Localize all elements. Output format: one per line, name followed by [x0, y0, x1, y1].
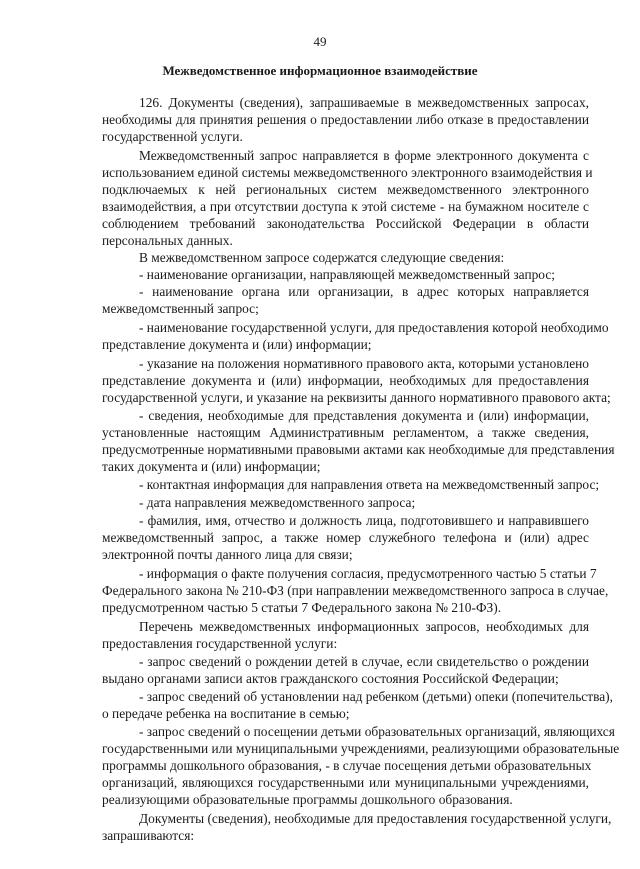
text-line: представление документа и (или) информации;	[102, 337, 372, 352]
text-line: - наименование органа или организации, в адрес которых направляется	[139, 284, 589, 299]
text-line: - наименование организации, направляющей межведомственный запрос;	[139, 267, 555, 282]
text-line: Федерального закона № 210-ФЗ (при направлении межведомственного запроса в случае,	[102, 583, 609, 598]
text-line: 126. Документы (сведения), запрашиваемые в межведомственных запросах,	[139, 95, 589, 110]
text-line: программы дошкольного образования, - в случае посещения детьми образовательных	[102, 758, 592, 773]
text-line: о передаче ребенка на воспитание в семью;	[102, 706, 350, 721]
text-line: таких документа и (или) информации;	[102, 459, 321, 474]
text-line: межведомственный запрос;	[102, 301, 259, 316]
text-line: электронной почты данного лица для связи;	[102, 547, 353, 562]
text-line: реализующими образовательные программы дошкольного образования.	[102, 792, 513, 807]
text-line: - фамилия, имя, отчество и должность лица, подготовившего и направившего	[139, 513, 589, 528]
text-line: межведомственный запрос, а также номер служебного телефона и (или) адрес	[102, 530, 589, 545]
text-line: Межведомственный запрос направляется в форме электронного документа с	[139, 148, 589, 163]
text-line: - дата направления межведомственного запроса;	[139, 495, 416, 510]
text-line: запрашиваются:	[102, 828, 195, 843]
text-line: - запрос сведений о рождении детей в случае, если свидетельство о рождении	[139, 654, 589, 669]
text-line: предоставления государственной услуги:	[102, 636, 338, 651]
text-line: предусмотренном частью 5 статьи 7 Федерального закона № 210-ФЗ).	[102, 600, 502, 615]
text-line: взаимодействия, а при отсутствии доступа к этой системе - на бумажном носителе с	[102, 199, 589, 214]
text-line: - контактная информация для направления ответа на межведомственный запрос;	[139, 477, 600, 492]
text-line: государственной услуги, и указание на реквизиты данного нормативного правового акта;	[102, 390, 611, 405]
text-line: - сведения, необходимые для представления документа и (или) информации,	[139, 408, 589, 423]
text-line: предусмотренные нормативными правовыми актами как необходимые для представления	[102, 442, 615, 457]
text-line: представление документа и (или) информации, необходимых для предоставления	[102, 373, 589, 388]
text-line: использованием единой системы межведомственного электронного взаимодействия и	[102, 165, 593, 180]
text-line: соблюдением требований законодательства Российской Федерации в области	[102, 216, 589, 231]
text-line: государственной услуги.	[102, 129, 243, 144]
text-line: персональных данных.	[102, 233, 233, 248]
section-heading: Межведомственное информационное взаимодействие	[162, 63, 478, 78]
text-line: необходимы для принятия решения о предоставлении либо отказе в предоставлении	[102, 112, 589, 127]
text-line: Документы (сведения), необходимые для предоставления государственной услуги,	[139, 811, 612, 826]
text-line: - информация о факте получения согласия, предусмотренного частью 5 статьи 7	[139, 566, 597, 581]
text-line: организаций, являющихся государственными или муниципальными учреждениями,	[102, 775, 589, 790]
page-number: 49	[313, 34, 327, 49]
text-line: государственными или муниципальными учреждениями, реализующими образовательные	[102, 741, 620, 756]
text-line: В межведомственном запросе содержатся следующие сведения:	[139, 250, 505, 265]
text-line: - указание на положения нормативного правового акта, которыми установлено	[139, 356, 589, 371]
text-line: установленные настоящим Административным регламентом, а также сведения,	[102, 425, 589, 440]
text-line: - запрос сведений об установлении над ребенком (детьми) опеки (попечительства),	[139, 689, 613, 704]
text-line: Перечень межведомственных информационных запросов, необходимых для	[139, 619, 589, 634]
text-line: подключаемых к ней региональных систем межведомственного электронного	[102, 182, 589, 197]
text-line: - запрос сведений о посещении детьми образовательных организаций, являющихся	[139, 724, 615, 739]
text-line: выдано органами записи актов гражданского состояния Российской Федерации;	[102, 671, 559, 686]
text-line: - наименование государственной услуги, для предоставления которой необходимо	[139, 320, 609, 335]
